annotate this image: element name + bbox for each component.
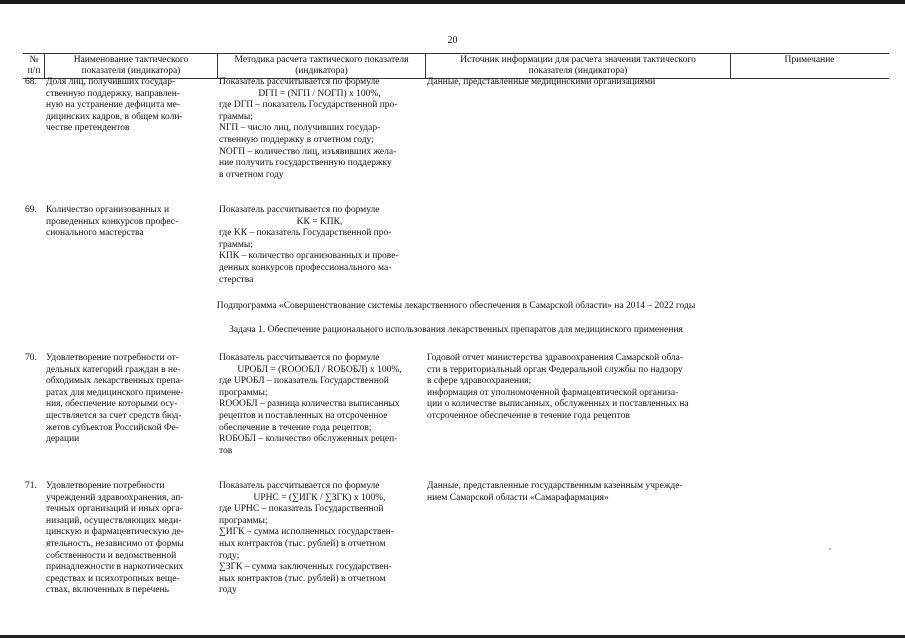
text-line: принадлежности в наркотических [46, 562, 184, 573]
formula: DГП = (NГП / NОГП) x 100%, [258, 88, 381, 99]
indicator-name [46, 353, 214, 446]
column-divider [730, 54, 731, 78]
text-line: сти в территориальный орган Федеральной службы по надзору [427, 364, 683, 375]
text-line: граммы; [219, 239, 253, 250]
text-line: сионального мастерства [46, 228, 144, 239]
text-line: Показатель рассчитывается по формуле [219, 353, 380, 363]
subprogram-title: Подпрограмма «Совершенствование системы лекарственного обеспечения в Самарской области» на 2014 – 2022 годы [216, 301, 696, 311]
text-line: низаций, осуществляющих меди- [46, 515, 182, 526]
text-line: Годовой отчет министерства здравоохранения Самарской обла- [427, 353, 684, 363]
text-line: цинскую и фармацевтическую де- [46, 527, 184, 538]
text-line: NГП – число лиц, получивших государ- [219, 123, 381, 134]
text-line: Данные, представленные медицинскими организациями [427, 77, 656, 87]
formula: UPОБЛ = (RОООБЛ / RОБОБЛ) x 100%, [237, 364, 402, 375]
text-line: средствах и психотропных веще- [46, 573, 180, 584]
text-line: собственности и ведомственной [46, 550, 177, 561]
text-line: ∑ЗГК – сумма заключенных государствен- [219, 562, 392, 573]
text-line: нием Самарской области «Самарафармация» [427, 492, 609, 503]
text-line: денных конкурсов профессионального ма- [219, 262, 392, 273]
header-name-line1: Наименование тактического [73, 55, 189, 65]
text-line: в отчетном году [219, 169, 284, 180]
text-line: стерства [219, 274, 254, 285]
text-line: ных контрактов (тыс. рублей) в отчетном [219, 573, 386, 584]
row-number: 68. [25, 77, 37, 87]
text-line: программы; [219, 515, 268, 526]
text-line: ратах для медицинского примене- [46, 387, 184, 398]
column-divider [217, 54, 218, 78]
indicator-name [46, 205, 214, 240]
text-line: Показатель рассчитывается по формуле [219, 205, 380, 215]
text-line: Данные, представленные государственным казенным учрежде- [427, 481, 683, 491]
text-line: где UPНС – показатель Государственной [219, 504, 384, 515]
indicator-table [23, 53, 889, 596]
indicator-name [46, 481, 214, 597]
text-line: Удовлетворение потребности от- [46, 353, 179, 363]
text-line: ствах, включенных в перечень [46, 585, 169, 596]
text-line: отсроченное обеспечение в течение года рецептов [427, 410, 630, 421]
scan-speck [829, 548, 831, 550]
text-line: программы; [219, 387, 268, 398]
table-header [23, 53, 889, 79]
calculation-method [219, 77, 420, 181]
header-method [219, 55, 424, 77]
calculation-method [219, 481, 420, 597]
header-source-line2: показателя (индикатора) [528, 66, 628, 76]
text-line: где UPОБЛ – показатель Государственной [219, 376, 389, 387]
column-divider [425, 54, 426, 78]
row-number: 69. [25, 205, 37, 215]
text-line: ния, обеспечение которыми осу- [46, 399, 178, 410]
text-line: дерации [46, 434, 80, 445]
page-top-edge [0, 0, 905, 4]
text-line: где KК – показатель Государственной про- [219, 228, 392, 239]
text-line: году [219, 585, 237, 596]
header-source-line1: Источник информации для расчета значения тактического [460, 55, 696, 65]
calculation-method [219, 353, 420, 457]
text-line: рецептов и поставленных на отсроченное [219, 410, 388, 421]
text-line: где DГП – показатель Государственной про- [219, 100, 398, 111]
indicator-name [46, 77, 214, 135]
header-name-line2: показателя (индикатора) [81, 66, 181, 76]
text-line: NОГП – количество лиц, изъявивших жела- [219, 146, 397, 157]
row-number: 70. [25, 353, 37, 363]
text-line: Показатель рассчитывается по формуле [219, 481, 380, 491]
header-method-line2: (индикатора) [295, 66, 348, 76]
text-line: информация от уполномоченной фармацевтической организа- [427, 387, 679, 398]
text-line: честве претендентов [46, 123, 130, 134]
text-line: году; [219, 550, 240, 561]
text-line: учреждений здравоохранения, ап- [46, 492, 184, 503]
text-line: дельных категорий граждан в не- [46, 364, 181, 375]
text-line: Количество организованных и [46, 205, 170, 215]
text-line: ществляется за счет средств бюд- [46, 410, 182, 421]
text-line: KПК – количество организованных и прове- [219, 251, 399, 262]
text-line: ние получить государственную поддержку [219, 158, 392, 169]
text-line: ятельность, независимо от формы [46, 538, 184, 549]
data-source [427, 77, 729, 89]
formula: KК = KПК, [296, 216, 343, 227]
text-line: обеспечение в течение года рецептов; [219, 422, 372, 433]
header-source [427, 55, 729, 77]
text-line: обходимых лекарственных препа- [46, 376, 184, 387]
text-line: Доля лиц, получивших государ- [46, 77, 176, 87]
text-line: течных организаций и иных орга- [46, 504, 183, 515]
text-line: ∑ИГК – сумма исполненных государствен- [219, 527, 394, 538]
row-number: 71. [25, 481, 37, 491]
text-line: Показатель рассчитывается по формуле [219, 77, 380, 87]
header-name [46, 55, 216, 77]
text-line: граммы; [219, 111, 253, 122]
text-line: ных контрактов (тыс. рублей) в отчетном [219, 538, 386, 549]
page-bottom-edge [0, 635, 905, 638]
text-line: ции о количестве выписанных, обслуженных и поставленных на [427, 399, 689, 410]
header-num [25, 55, 43, 77]
column-divider [44, 54, 45, 78]
text-line: тов [219, 445, 233, 456]
header-num-line2: п/п [27, 66, 41, 76]
header-num-line1: № [29, 55, 39, 65]
text-line: проведенных конкурсов профес- [46, 216, 179, 227]
text-line: Удовлетворение потребности [46, 481, 165, 491]
text-line: ную на устранение дефицита ме- [46, 100, 181, 111]
header-note-label: Примечание [784, 55, 835, 65]
header-note [732, 55, 887, 66]
data-source [427, 353, 729, 423]
text-line: в сфере здравоохранения; [427, 376, 532, 387]
calculation-method [219, 205, 420, 286]
data-source [427, 481, 729, 504]
page-number: 20 [447, 35, 458, 46]
header-method-line1: Методика расчета тактического показателя [234, 55, 409, 65]
task-title: Задача 1. Обеспечение рационального использования лекарственных препаратов для медицинского применения [229, 325, 683, 335]
text-line: жетов субъектов Российской Фе- [46, 422, 179, 433]
text-line: дицинских кадров, в общем коли- [46, 111, 183, 122]
text-line: ственную поддержку в отчетном году; [219, 134, 374, 145]
text-line: RОООБЛ – разница количества выписанных [219, 399, 400, 410]
text-line: ственную поддержку, направлен- [46, 88, 180, 99]
text-line: RОБОБЛ – количество обслуженных рецеп- [219, 434, 398, 445]
formula: UPНС = (∑ИГК / ∑ЗГК) x 100%, [253, 492, 386, 503]
